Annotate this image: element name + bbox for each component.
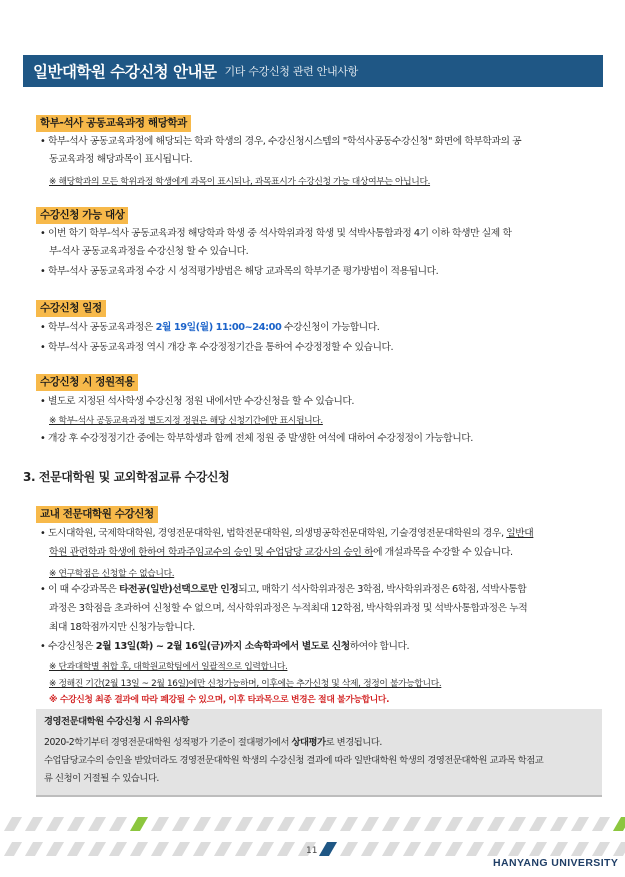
- page-title: 일반대학원 수강신청 안내문: [33, 63, 217, 81]
- text-line: • 학부-석사 공동교육과정에 해당되는 학과 학생의 경우, 수강신청시스템의 "학석사공동수강신청" 화면에 학부학과의 공: [40, 136, 522, 147]
- stripe-mark: [151, 842, 169, 856]
- note-line: ※ 해당학과의 모든 학위과정 학생에게 과목이 표시되나, 과목표시가 수강신청 가능 대상여부는 아닙니다.: [49, 177, 431, 187]
- text-line: • 별도로 지정된 석사학생 수강신청 정원 내에서만 수강신청을 할 수 있습니다.: [40, 396, 355, 407]
- stripe-mark: [172, 817, 190, 831]
- stripe-mark: [550, 817, 568, 831]
- section-tag: 학부-석사 공동교육과정 해당학과: [36, 115, 191, 132]
- page-subtitle: 기타 수강신청 관련 안내사항: [224, 65, 358, 78]
- text-fragment: • 도시대학원, 국제학대학원, 경영전문대학원, 법학전문대학원, 의생명공학전문대학원, 기술경영전문대학원의 경우,: [40, 528, 507, 539]
- stripe-mark: [46, 817, 64, 831]
- warning-note: ※ 수강신청 최종 결과에 따라 폐강될 수 있으며, 이후 타과목으로 변경은 절대 불가능합니다.: [49, 695, 390, 705]
- stripe-mark: [382, 842, 400, 856]
- stripe-mark: [109, 842, 127, 856]
- text-line: • 학부-석사 공동교육과정 수강 시 성적평가방법은 해당 교과목의 학부기준 평가방법이 적용됩니다.: [40, 266, 439, 277]
- text-fragment: 수강신청이 가능합니다.: [281, 322, 380, 333]
- stripe-mark: [403, 817, 421, 831]
- bold-text: 타전공(일반)선택으로만 인정: [119, 584, 239, 595]
- stripe-mark: [592, 842, 610, 856]
- text-fragment: 로 변경됩니다.: [325, 737, 382, 748]
- stripe-mark: [613, 817, 625, 831]
- stripe-mark: [109, 817, 127, 831]
- stripe-mark: [445, 817, 463, 831]
- stripe-mark: [340, 842, 358, 856]
- text-line: 최대 18학점까지만 신청가능합니다.: [49, 622, 195, 633]
- text-line: [40, 581, 602, 599]
- stripe-mark: [67, 817, 85, 831]
- stripe-mark: [403, 842, 421, 856]
- stripe-mark: [340, 817, 358, 831]
- stripe-mark: [193, 817, 211, 831]
- stripe-mark: [361, 842, 379, 856]
- stripe-mark: [508, 817, 526, 831]
- section-heading: 3. 전문대학원 및 교외학점교류 수강신청: [23, 470, 230, 484]
- text-line: 부-석사 공동교육과정을 수강신청 할 수 있습니다.: [49, 246, 249, 257]
- stripe-mark: [172, 842, 190, 856]
- stripe-mark: [466, 842, 484, 856]
- stripe-mark: [529, 842, 547, 856]
- text-fragment: 하여야 합니다.: [349, 641, 410, 652]
- stripe-mark: [256, 817, 274, 831]
- stripe-mark: [67, 842, 85, 856]
- stripe-mark: [592, 817, 610, 831]
- schedule-line: [40, 319, 602, 337]
- info-box-title: 경영전문대학원 수강신청 시 유의사항: [44, 716, 189, 727]
- underlined-text: 학원 관련학과 학생에 한하여 학과주임교수의 승인 및 수업담당 교강사의 승인 하: [49, 547, 374, 558]
- stripe-mark: [130, 842, 148, 856]
- stripe-mark: [571, 842, 589, 856]
- section-tag: 교내 전문대학원 수강신청: [36, 506, 158, 523]
- text-line: • 학부-석사 공동교육과정 역시 개강 후 수강정정기간을 통하여 수강정정할 수 있습니다.: [40, 342, 394, 353]
- info-box-line: 류 신청이 거절될 수 있습니다.: [44, 773, 159, 784]
- info-box-line: [44, 735, 382, 751]
- stripe-mark: [214, 842, 232, 856]
- stripe-mark: [235, 817, 253, 831]
- text-line: 과정은 3학점을 초과하여 신청할 수 없으며, 석사학위과정은 누적최대 12학점, 박사학위과정 및 석박사통합과정은 누적: [49, 603, 528, 614]
- stripe-mark: [319, 817, 337, 831]
- stripe-mark: [466, 817, 484, 831]
- stripe-mark: [25, 842, 43, 856]
- bold-text: 상대평가: [291, 737, 326, 748]
- note-line: ※ 학부-석사 공동교육과정 별도지정 정원은 해당 신청기간에만 표시됩니다.: [49, 416, 323, 426]
- note-line: ※ 정해진 기간(2월 13일 ~ 2월 16일)에만 신청가능하며, 이후에는 추가신청 및 삭제, 정정이 불가능합니다.: [49, 679, 442, 689]
- stripe-mark: [550, 842, 568, 856]
- stripe-mark: [298, 817, 316, 831]
- text-line: [49, 544, 611, 562]
- stripe-mark: [277, 842, 295, 856]
- stripe-mark: [130, 817, 148, 831]
- stripe-mark: [508, 842, 526, 856]
- stripe-mark: [4, 817, 22, 831]
- stripe-mark: [613, 842, 625, 856]
- stripe-mark: [424, 842, 442, 856]
- stripe-mark: [25, 817, 43, 831]
- section-tag: 수강신청 가능 대상: [36, 207, 128, 224]
- stripe-mark: [88, 817, 106, 831]
- stripe-mark: [382, 817, 400, 831]
- text-line: 동교육과정 해당과목이 표시됩니다.: [49, 154, 193, 165]
- stripe-mark: [256, 842, 274, 856]
- text-line: [40, 638, 602, 656]
- bold-text: 2월 13일(화) ~ 2월 16일(금)까지 소속학과에서 별도로 신청: [95, 641, 350, 652]
- stripe-mark: [151, 817, 169, 831]
- section-tag: 수강신청 시 정원적용: [36, 374, 138, 391]
- university-logo: HANYANG UNIVERSITY: [493, 857, 619, 869]
- text-fragment: • 수강신청은: [40, 641, 96, 652]
- stripe-mark: [361, 817, 379, 831]
- stripe-mark: [46, 842, 64, 856]
- text-line: • 개강 후 수강정정기간 중에는 학부학생과 함께 전체 정원 중 발생한 여석에 대하여 수강정정이 가능합니다.: [40, 433, 473, 444]
- underlined-text: 일반대: [506, 528, 534, 539]
- title-banner: [23, 55, 603, 87]
- text-fragment: 되고, 매학기 석사학위과정은 3학점, 박사학위과정은 6학점, 석박사통합: [238, 584, 527, 595]
- note-line: ※ 단과대학별 취합 후, 대학원교학팀에서 일괄적으로 입력합니다.: [49, 662, 288, 672]
- text-fragment: 에 개설과목을 수강할 수 있습니다.: [373, 547, 513, 558]
- info-box-line: 수업담당교수의 승인을 받았더라도 경영전문대학원 학생의 수강신청 결과에 따라 일반대학원 학생의 경영전문대학원 교과목 학점교: [44, 755, 544, 766]
- stripe-mark: [4, 842, 22, 856]
- text-fragment: 2020-2학기부터 경영전문대학원 성적평가 기준이 절대평가에서: [44, 737, 292, 748]
- stripe-mark: [193, 842, 211, 856]
- page-number: 11: [306, 846, 318, 856]
- stripe-mark: [235, 842, 253, 856]
- note-line: ※ 연구학점은 신청할 수 없습니다.: [49, 569, 175, 579]
- stripe-mark: [571, 817, 589, 831]
- stripe-mark: [487, 842, 505, 856]
- footer-stripes: [0, 817, 625, 831]
- text-fragment: • 이 때 수강과목은: [40, 584, 120, 595]
- stripe-mark: [277, 817, 295, 831]
- section-tag: 수강신청 일정: [36, 300, 106, 317]
- stripe-mark: [214, 817, 232, 831]
- stripe-mark: [424, 817, 442, 831]
- info-box: [36, 709, 602, 797]
- stripe-mark: [445, 842, 463, 856]
- text-line: [40, 525, 602, 543]
- text-line: • 이번 학기 학부-석사 공동교육과정 해당학과 학생 중 석사학위과정 학생 및 석박사통합과정 4기 이하 학생만 실제 학: [40, 228, 512, 239]
- stripe-mark: [319, 842, 337, 856]
- stripe-mark: [487, 817, 505, 831]
- schedule-date: 2월 19일(월) 11:00~24:00: [155, 322, 282, 333]
- stripe-mark: [88, 842, 106, 856]
- text-fragment: • 학부-석사 공동교육과정은: [40, 322, 156, 333]
- stripe-mark: [529, 817, 547, 831]
